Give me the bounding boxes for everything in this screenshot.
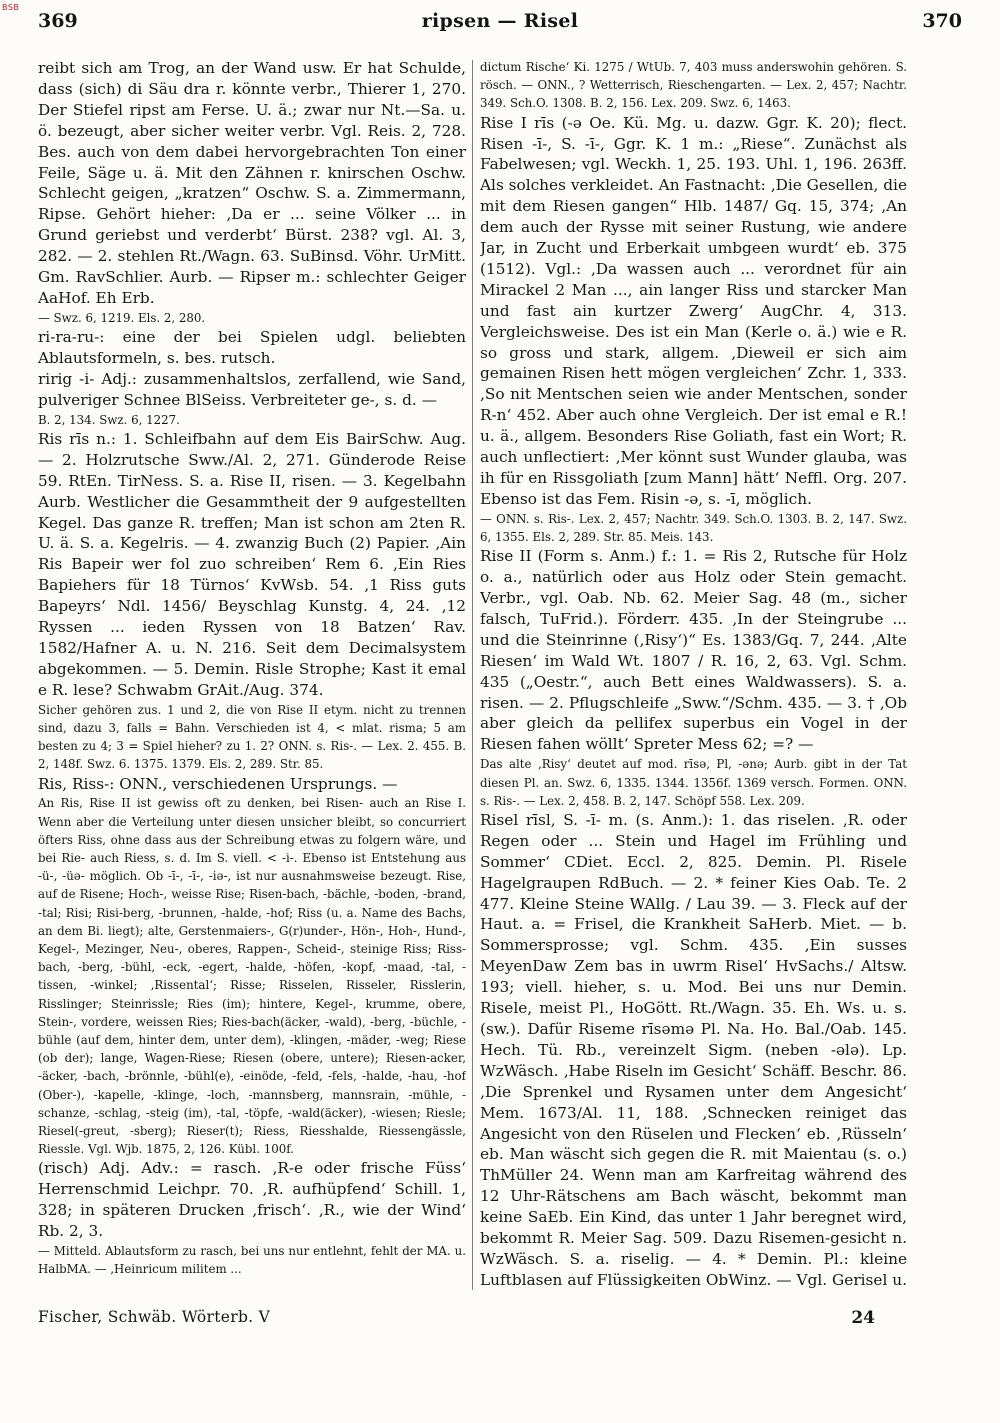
- entry-paragraph: ririg -i- Adj.: zusammenhaltslos, zerfallend, wie Sand, pulveriger Schnee BlSeiss. Verbreiteter ge-, s. d. —: [38, 369, 466, 409]
- page-number-left: 369: [38, 10, 78, 32]
- signature-mark: 24: [851, 1308, 875, 1328]
- note-paragraph: Sicher gehören zus. 1 und 2, die von Rise II etym. nicht zu trennen sind, dazu 3, falls = Bahn. Verschieden ist 4, < mlat. risma; 5 am besten zu 4; 3 = Spiel hieher? zu 1. 2? ONN. s. Ris-. — Lex. 2. 455. B. 2, 148f. Swz. 6. 1375. 1379. Els. 2, 289. Str. 85.: [38, 702, 466, 772]
- note-paragraph: — Mitteld. Ablautsform zu rasch, bei uns nur entlehnt, fehlt der MA. u. HalbMA. — ‚Heinricum militem ...: [38, 1244, 466, 1277]
- entry-paragraph: Ris, Riss-: ONN., verschiedenen Ursprungs. —: [38, 774, 398, 793]
- entry-paragraph: Ris rīs n.: 1. Schleifbahn auf dem Eis BairSchw. Aug. — 2. Holzrutsche Sww./Al. 2, 271. Günderode Reise 59. RtEn. TirNess. S. a. Rise II, risen. — 3. Kegelbahn Aurb. Westlicher die Gesammtheit der 9 aufgestellten Kegel. Das ganze R. treffen; Man ist schon am 2ten R. U. ä. S. a. Kegelris. — 4. zwanzig Buch (2) Papier. ‚Ain Ris Bapeir wer fol zuo schreiben‘ Rem 6. ‚Ein Ries Bapiehers für 18 Türnos‘ KvWsb. 54. ‚1 Riss guts Bapeyrs‘ Ndl. 1456/ Beyschlag Kunstg. 4, 24. ‚12 Ryssen ... ieden Ryssen von 18 Batzen‘ Rav. 1582/Hafner A. u. N. 216. Seit dem Decimalsystem abgekommen. — 5. Demin. Risle Strophe; Kast it emal e R. lese? Schwabm GrAit./Aug. 374.: [38, 429, 466, 699]
- running-title: ripsen — Risel: [421, 10, 579, 32]
- note-paragraph: dictum Rische‘ Ki. 1275 / WtUb. 7, 403 muss anderswohin gehören. S. rösch. — ONN., ? Wetterrisch, Rieschengarten. — Lex. 2, 457; Nachtr. 349. Sch.O. 1308. B. 2, 156. Lex. 209. Swz. 6, 1463.: [480, 60, 907, 111]
- page-number-right: 370: [922, 10, 962, 32]
- entry-paragraph: Rise II (Form s. Anm.) f.: 1. = Ris 2, Rutsche für Holz o. a., natürlich oder aus Holz oder Stein gemacht. Verbr., vgl. Oab. Nb. 62. Meier Sag. 48 (m., sicher falsch, TuFrid.). Förderr. 435. ‚In der Steingrube ... und die Steinrinne (‚Risy‘)“ Es. 1383/Gq. 7, 244. ‚Alte Riesen‘ im Wald Wt. 1807 / R. 16, 2, 63. Vgl. Schm. 435 („Oestr.“, auch Bett eines Waldwassers). S. a. risen. — 2. Pflugschleife „Sww.“/Schm. 435. — 3. † ‚Ob aber gleich da pellifex superbus ein Vogel in der Riesen fahen wöllt‘ Spreter Mess 62; =? —: [480, 547, 907, 754]
- entry-paragraph: reibt sich am Trog, an der Wand usw. Er hat Schulde, dass (sich) di Säu dra r. könnte verbr., Thierer 1, 270. Der Stiefel ripst am Ferse. U. ä.; zwar nur Nt.—Sa. u. ö. bezeugt, aber sicher weiter verbr. Vgl. Reis. 2, 728. Bes. auch von dem dabei hervorgebrachten Ton einer Feile, Säge u. ä. Mit den Zähnen r. knirschen Oschw. Schlecht geigen, „kratzen“ Oschw. S. a. Zimmermann, Ripse. Gehört hieher: ‚Da er ... seine Völker ... in Grund geriebst und verderbt‘ Bürst. 238? vgl. Al. 3, 282. — 2. stehlen Rt./Wagn. 63. SuBinsd. Vöhr. UrMitt. Gm. RavSchlier. Aurb. — Ripser m.: schlechter Geiger AaHof. Eh Erb.: [38, 59, 466, 307]
- right-column: [480, 58, 907, 1290]
- column-divider: [472, 60, 473, 1290]
- note-paragraph: — ONN. s. Ris-. Lex. 2, 457; Nachtr. 349. Sch.O. 1303. B. 2, 147. Swz. 6, 1355. Els. 2, 289. Str. 85. Meis. 143.: [480, 511, 907, 545]
- entry-paragraph: Rise I rīs (-ǝ Oe. Kü. Mg. u. dazw. Ggr. K. 20); flect. Risen -ī-, S. -ī-, Ggr. K. 1 m.: „Riese“. Zunächst als Fabelwesen; vgl. Weckh. 1, 25. 193. Uhl. 1, 196. 263ff. Als solches verkleidet. An Fastnacht: ‚Die Gesellen, die mit dem Riesen gangen“ Hlb. 1487/ Gq. 15, 374; ‚An dem auch der Rysse mit seiner Rustung, wie andere Jar, in Zucht und Erberkait umbgeen wurdt‘ eb. 375 (1512). Vgl.: ‚Da wassen auch ... verordnet für ain Mirackel 2 Man ..., ain langer Riss und starcker Man und fast ain kurtzer Zwerg‘ AugChr. 4, 313. Vergleichsweise. Des ist ein Man (Kerle o. ä.) wie e R. so gross und stark, allgem. ‚Dieweil er sich aim gemainen Risen hett mögen vergleichen‘ Zchr. 1, 333. ‚So nit Mentschen seien wie ander Mentschen, sonder R-n‘ 452. Aber auch ohne Vergleich. Der ist emal e R.! u. ä., allgem. Besonders Rise Goliath, fast ein Wort; R. auch unflectiert: ‚Mer könnt sust Wunder glauba, was ih für en Rissgoliath [zum Mann] hätt‘ Neffl. Org. 207. Ebenso ist das Fem. Risin -ǝ, s. -ī, möglich.: [480, 113, 907, 508]
- note-paragraph: — Swz. 6, 1219. Els. 2, 280.: [38, 310, 206, 325]
- entry-paragraph: ri-ra-ru-: eine der bei Spielen udgl. beliebten Ablautsformeln, s. bes. rutsch.: [38, 328, 466, 367]
- note-paragraph: B. 2, 134. Swz. 6, 1227.: [38, 412, 180, 427]
- left-column: [38, 58, 466, 1290]
- note-paragraph: Das alte ‚Risy‘ deutet auf mod. rīsǝ, Pl, -ǝnǝ; Aurb. gibt in der Tat diesen Pl. an. Swz. 6, 1335. 1344. 1356f. 1369 versch. Formen. ONN. s. Ris-. — Lex. 2, 458. B. 2, 147. Schöpf 558. Lex. 209.: [480, 757, 907, 808]
- library-stamp: BSB: [2, 3, 20, 12]
- publication-line: Fischer, Schwäb. Wörterb. V: [38, 1308, 271, 1326]
- page-footer: [38, 1308, 875, 1330]
- entry-paragraph: Risel rīsl, S. -ī- m. (s. Anm.): 1. das riselen. ‚R. oder Regen oder ... Stein und Hagel im Frühling und Sommer‘ CDiet. Eccl. 2, 825. Demin. Pl. Risele Hagelgraupen RdBuch. — 2. * feiner Kies Oab. Te. 2 477. Kleine Steine WAllg. / Lau 39. — 3. Fleck auf der Haut. a. = Frisel, die Krankheit SaHerb. Miet. — b. Sommersprosse; vgl. Schm. 435. ‚Ein susses MeyenDaw Zem bas in uwrm Risel‘ HvSachs./ Altsw. 193; viell. hieher, s. u. Mod. Bei uns nur Demin. Risele, meist Pl., HoGött. Rt./Wagn. 35. Eh. Ws. u. s. (sw.). Dafür Riseme rīsǝmǝ Pl. Na. Ho. Bal./Oab. 145. Hech. Tü. Rb., vereinzelt Sigm. (neben -ǝlǝ). Lp. WzWäsch. ‚Habe Riseln im Gesicht‘ Schäff. Beschr. 86. ‚Die Sprenkel und Rysamen unter dem Angesicht‘ Mem. 1673/Al. 11, 188. ‚Schnecken reiniget das Angesicht von den Rüselen und Flecken‘ eb. ‚Rüsseln‘ eb. Man wäscht sich gegen die R. mit Maientau (s. o.) ThMüller 24. Wenn man am Karfreitag während des 12 Uhr-Rätschens am Bach wäscht, bekommt man keine SaEb. Ein Kind, das unter 1 Jahr beregnet wird, bekommt R. Meier Sag. 509. Dazu Risemen-gesicht n. WzWäsch. S. a. riselig. — 4. * Demin. Pl.: kleine Luftblasen auf Flüssigkeiten ObWinz. — Vgl. Gerisel u.: [480, 810, 907, 1289]
- page-header: [38, 10, 962, 42]
- entry-paragraph: (risch) Adj. Adv.: = rasch. ‚R-e oder frische Füss‘ Herrenschmid Leichpr. 70. ‚R. aufhüpfend‘ Schill. 1, 328; in späteren Drucken ‚frisch‘. ‚R., wie der Wind‘ Rb. 2, 3.: [38, 1159, 466, 1241]
- note-paragraph: An Ris, Rise II ist gewiss oft zu denken, bei Risen- auch an Rise I. Wenn aber die Verteilung unter diesen unsicher bleibt, so concurriert öfters Riss, ohne dass aus der Schreibung etwas zu folgern wäre, und bei Rie- auch Riess, s. d. Im S. viell. < -i-. Ebenso ist Entstehung aus -ü-, -üə- möglich. Ob -ī-, -ī-, -iə-, ist nur ausnahmsweise bezeugt. Rise, auf de Risene; Hoch-, weisse Rise; Risen-bach, -bächle, -boden, -brand, -tal; Risi; Risi-berg, -brunnen, -halde, -hof; Riss (u. a. Name des Bachs, an dem Bi. liegt); alte, Gerstenmaiers-, G(r)under-, Hön-, Hoh-, Hund-, Kegel-, Mezinger, Neu-, oberes, Rappen-, Scheid-, steinige Riss; Riss-bach, -berg, -bühl, -eck, -egert, -halde, -höfen, -kopf, -maad, -tal, -tissen, -winkel; ‚Rissental‘; Risse; Risselen, Risseler, Risslerin, Risslinger; Steinrissle; Ries (im); hintere, Kegel-, krumme, obere, Stein-, vordere, weissen Ries; Ries-bach(äcker, -wald), -berg, -büchle, -bühle (auf dem, hinter dem, unter dem), -klingen, -mäder, -weg; Riese (ob der); lange, Wagen-Riese; Riesen (obere, untere); Riesen-acker, -äcker, -bach, -brönnle, -bühl(e), -einöde, -feld, -fels, -halde, -hau, -hof (Ober-), -kapelle, -klinge, -loch, -mannsberg, mannsrain, -mühle, -schanze, -schlag, -steig (im), -tal, -töpfe, -wald(äcker), -wiesen; Riesle; Riesel(-greut, -sberg); Rieser(t); Riess, Riesshalde, Riessengässle, Riessle. Vgl. Wjb. 1875, 2, 126. Kübl. 100f.: [38, 796, 466, 1157]
